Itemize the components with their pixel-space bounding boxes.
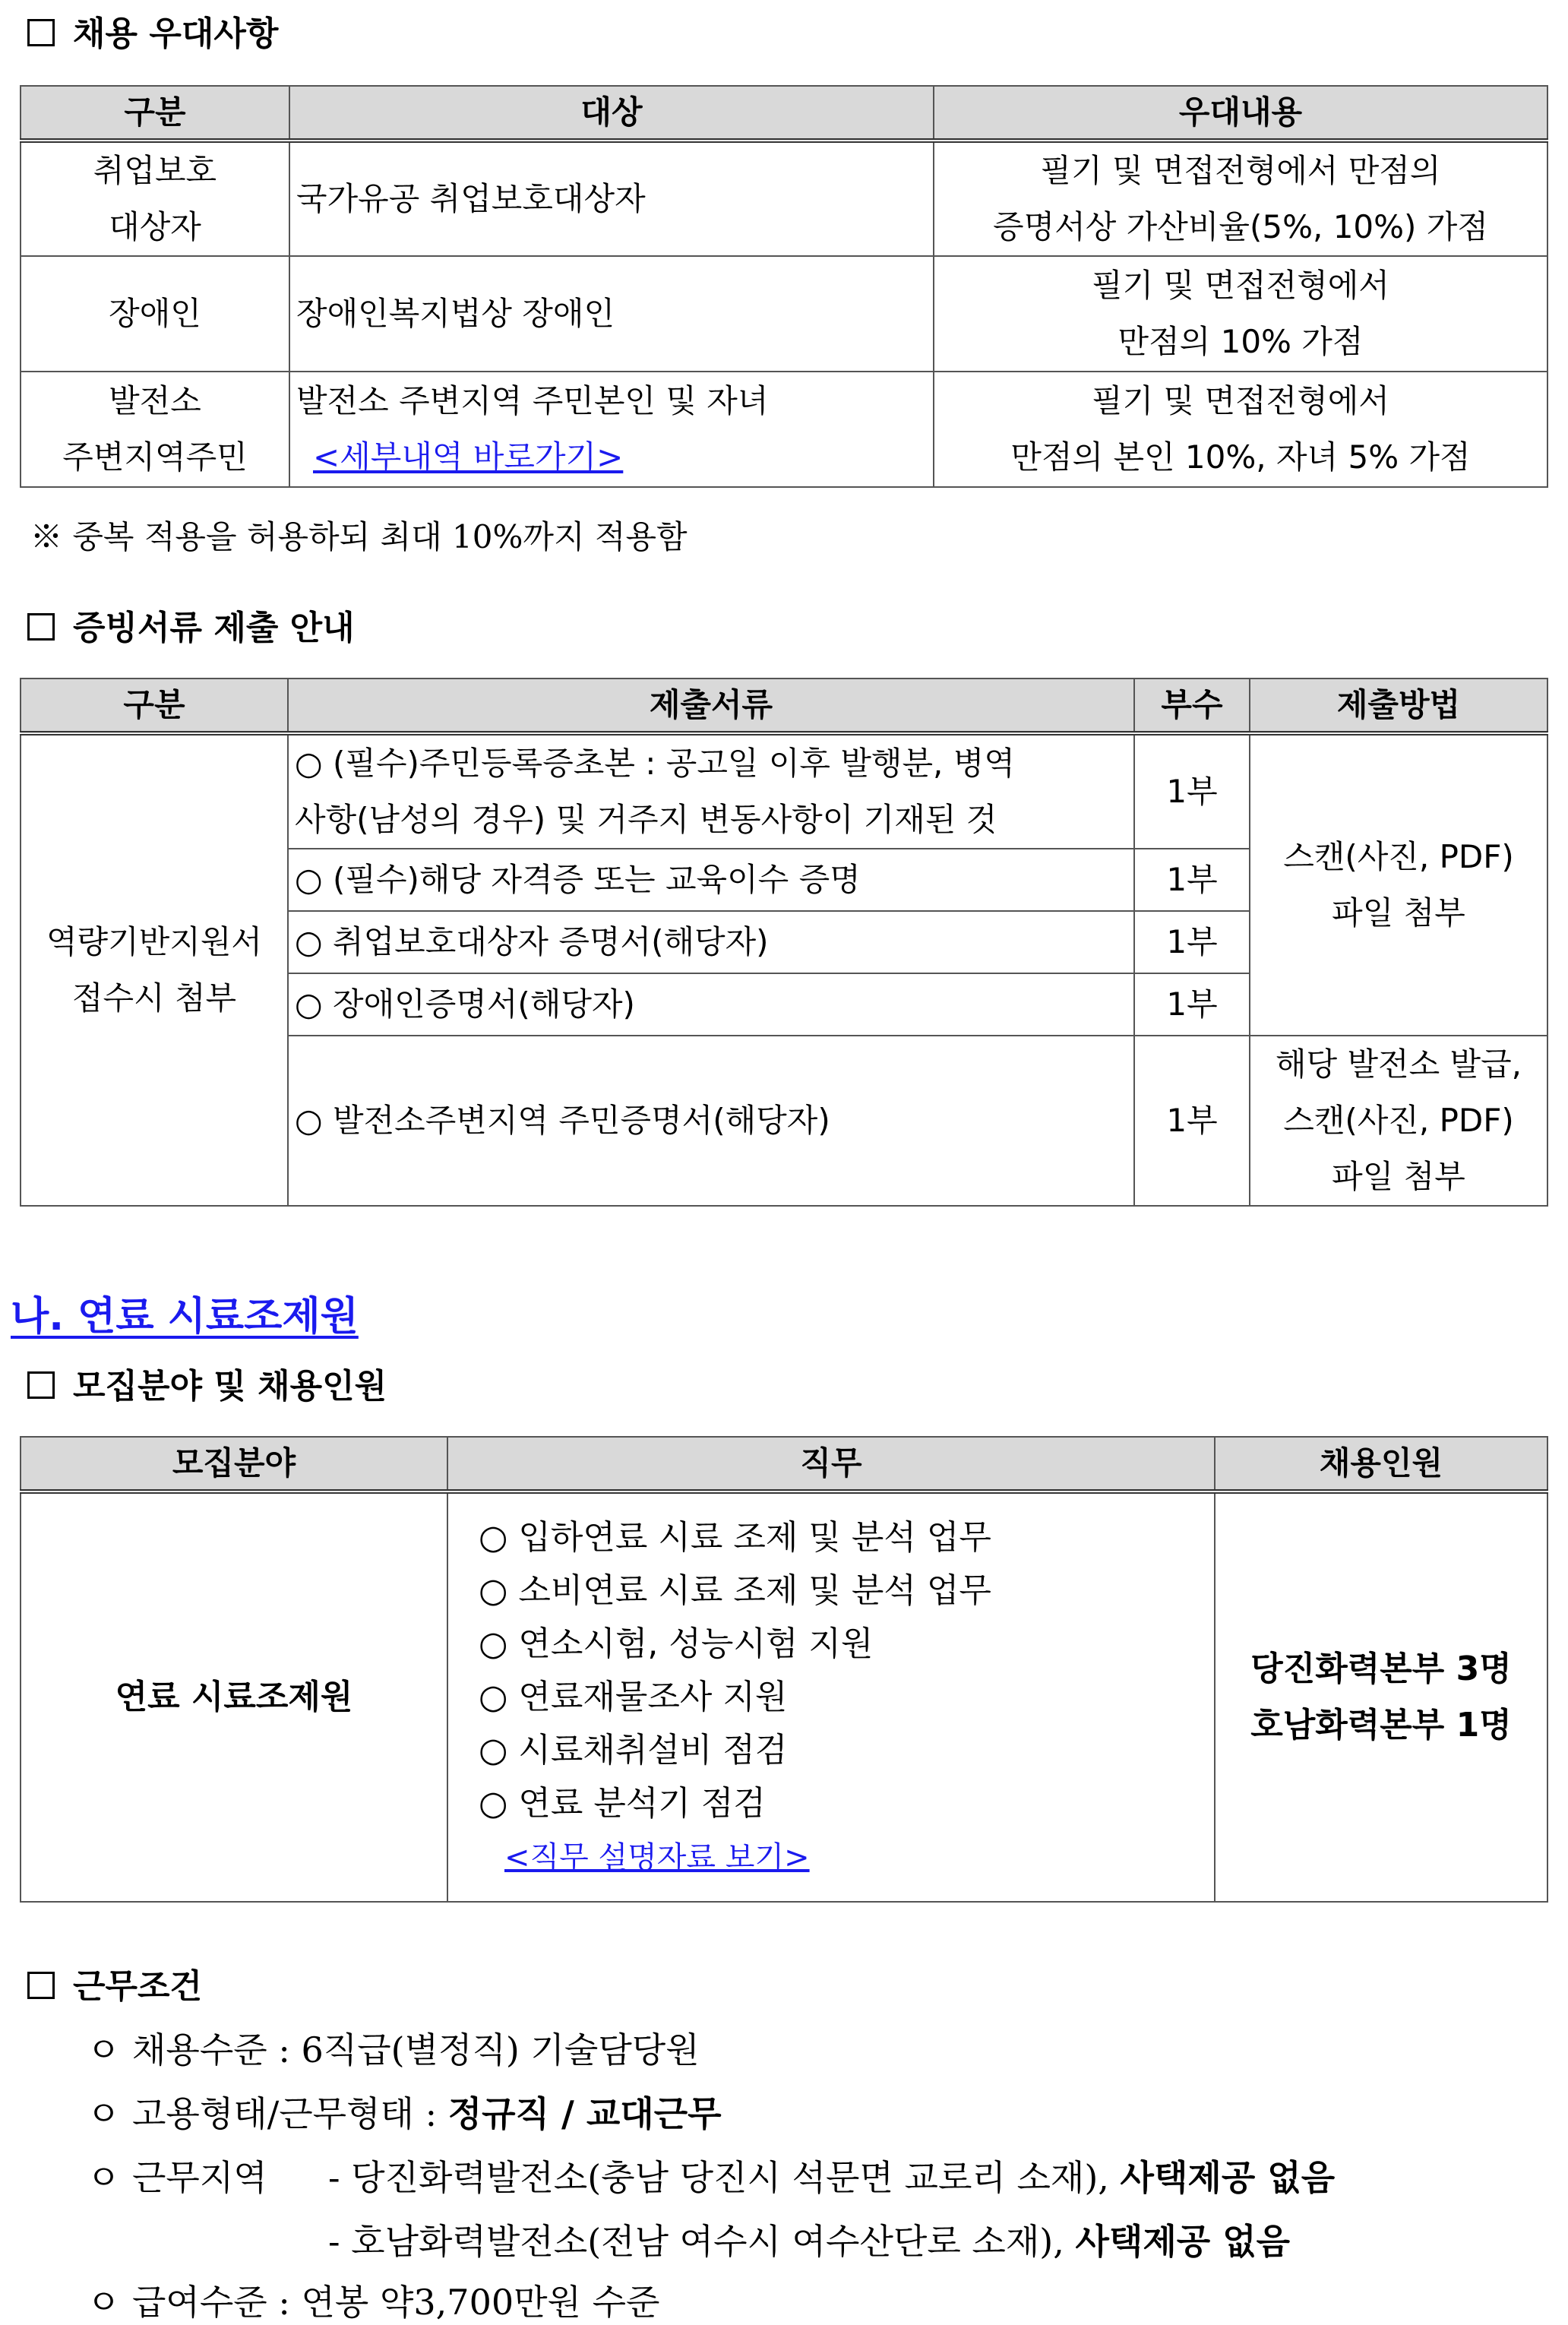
col-header: 모집분야	[21, 1437, 447, 1491]
method-cell: 스캔(사진, PDF) 파일 첨부	[1250, 733, 1547, 1036]
table-row	[21, 733, 1547, 849]
col-header: 구분	[21, 86, 289, 141]
table-row	[21, 256, 1547, 372]
benefit-cell: 필기 및 면접전형에서 만점의 증명서상 가산비율(5%, 10%) 가점	[934, 141, 1547, 256]
field-cell: 연료 시료조제원	[21, 1491, 447, 1902]
list-item: ○ 연료재물조사 지원	[479, 1677, 788, 1716]
copies-cell: 1부	[1134, 973, 1250, 1036]
copies-cell: 1부	[1134, 733, 1250, 849]
document-cell: ○ (필수)해당 자격증 또는 교육이수 증명	[288, 849, 1134, 911]
copies-cell: 1부	[1134, 1036, 1250, 1206]
col-header: 제출방법	[1250, 679, 1547, 733]
category-cell: 역량기반지원서 접수시 첨부	[21, 733, 288, 1206]
col-header: 구분	[21, 679, 288, 733]
target-cell: 장애인복지법상 장애인	[289, 256, 934, 372]
table-row	[21, 372, 1547, 487]
checkbox-square-icon	[27, 1972, 55, 1999]
list-item: ○ 소비연료 시료 조제 및 분석 업무	[479, 1571, 991, 1610]
table-row	[21, 1491, 1547, 1902]
table-row	[21, 141, 1547, 256]
category-cell: 취업보호 대상자	[21, 141, 289, 256]
list-item: ○ 연소시험, 성능시험 지원	[479, 1624, 874, 1663]
conditions-heading: 근무조건	[27, 1959, 202, 2007]
target-cell: 국가유공 취업보호대상자	[289, 141, 934, 256]
preference-table	[20, 85, 1548, 488]
col-header: 직무	[447, 1437, 1215, 1491]
condition-salary: ㅇ 급여수준 : 연봉 약3,700만원 수준	[87, 2282, 660, 2323]
condition-region-2: - 호남화력발전소(전남 여수시 여수산단로 소재), 사택제공 없음	[328, 2221, 1291, 2262]
preference-heading: 채용 우대사항	[27, 6, 278, 55]
col-header: 제출서류	[288, 679, 1134, 733]
duty-list	[479, 1511, 1208, 1884]
checkbox-square-icon	[27, 1371, 55, 1399]
section-title: 나. 연료 시료조제원	[11, 1294, 359, 1340]
duty-cell	[447, 1491, 1215, 1902]
document-cell: ○ 취업보호대상자 증명서(해당자)	[288, 911, 1134, 973]
duplicate-note: ※ 중복 적용을 허용하되 최대 10%까지 적용함	[30, 518, 688, 555]
category-cell: 장애인	[21, 256, 289, 372]
condition-region: ㅇ 근무지역 - 당진화력발전소(충남 당진시 석문면 교로리 소재), 사택제공 없음	[87, 2157, 1336, 2198]
document-cell: ○ 장애인증명서(해당자)	[288, 973, 1134, 1036]
headcount-cell: 당진화력본부 3명 호남화력본부 1명	[1215, 1491, 1547, 1902]
condition-level: ㅇ 채용수준 : 6직급(별정직) 기술담당원	[87, 2029, 700, 2070]
detail-link[interactable]: <세부내역 바로가기>	[313, 438, 624, 476]
col-header: 대상	[289, 86, 934, 141]
col-header: 채용인원	[1215, 1437, 1547, 1491]
duty-description-link[interactable]: <직무 설명자료 보기>	[504, 1839, 810, 1875]
list-item: ○ 시료채취설비 점검	[479, 1730, 788, 1770]
benefit-cell: 필기 및 면접전형에서 만점의 10% 가점	[934, 256, 1547, 372]
documents-heading: 증빙서류 제출 안내	[27, 600, 355, 649]
document-cell: ○ (필수)주민등록증초본 : 공고일 이후 발행분, 병역 사항(남성의 경우) 및 거주지 변동사항이 기재된 것	[288, 733, 1134, 849]
documents-table	[20, 678, 1548, 1207]
list-item: ○ 연료 분석기 점검	[479, 1783, 766, 1823]
col-header: 부수	[1134, 679, 1250, 733]
method-cell: 해당 발전소 발급, 스캔(사진, PDF) 파일 첨부	[1250, 1036, 1547, 1206]
condition-type: ㅇ 고용형태/근무형태 : 정규직 / 교대근무	[87, 2093, 722, 2134]
checkbox-square-icon	[27, 19, 55, 46]
list-item: ○ 입하연료 시료 조제 및 분석 업무	[479, 1517, 991, 1557]
benefit-cell: 필기 및 면접전형에서 만점의 본인 10%, 자녀 5% 가점	[934, 372, 1547, 487]
target-cell: 발전소 주변지역 주민본인 및 자녀 <세부내역 바로가기>	[289, 372, 934, 487]
recruit-heading: 모집분야 및 채용인원	[27, 1359, 387, 1407]
recruit-table	[20, 1436, 1548, 1903]
copies-cell: 1부	[1134, 849, 1250, 911]
copies-cell: 1부	[1134, 911, 1250, 973]
document-cell: ○ 발전소주변지역 주민증명서(해당자)	[288, 1036, 1134, 1206]
checkbox-square-icon	[27, 613, 55, 641]
category-cell: 발전소 주변지역주민	[21, 372, 289, 487]
col-header: 우대내용	[934, 86, 1547, 141]
